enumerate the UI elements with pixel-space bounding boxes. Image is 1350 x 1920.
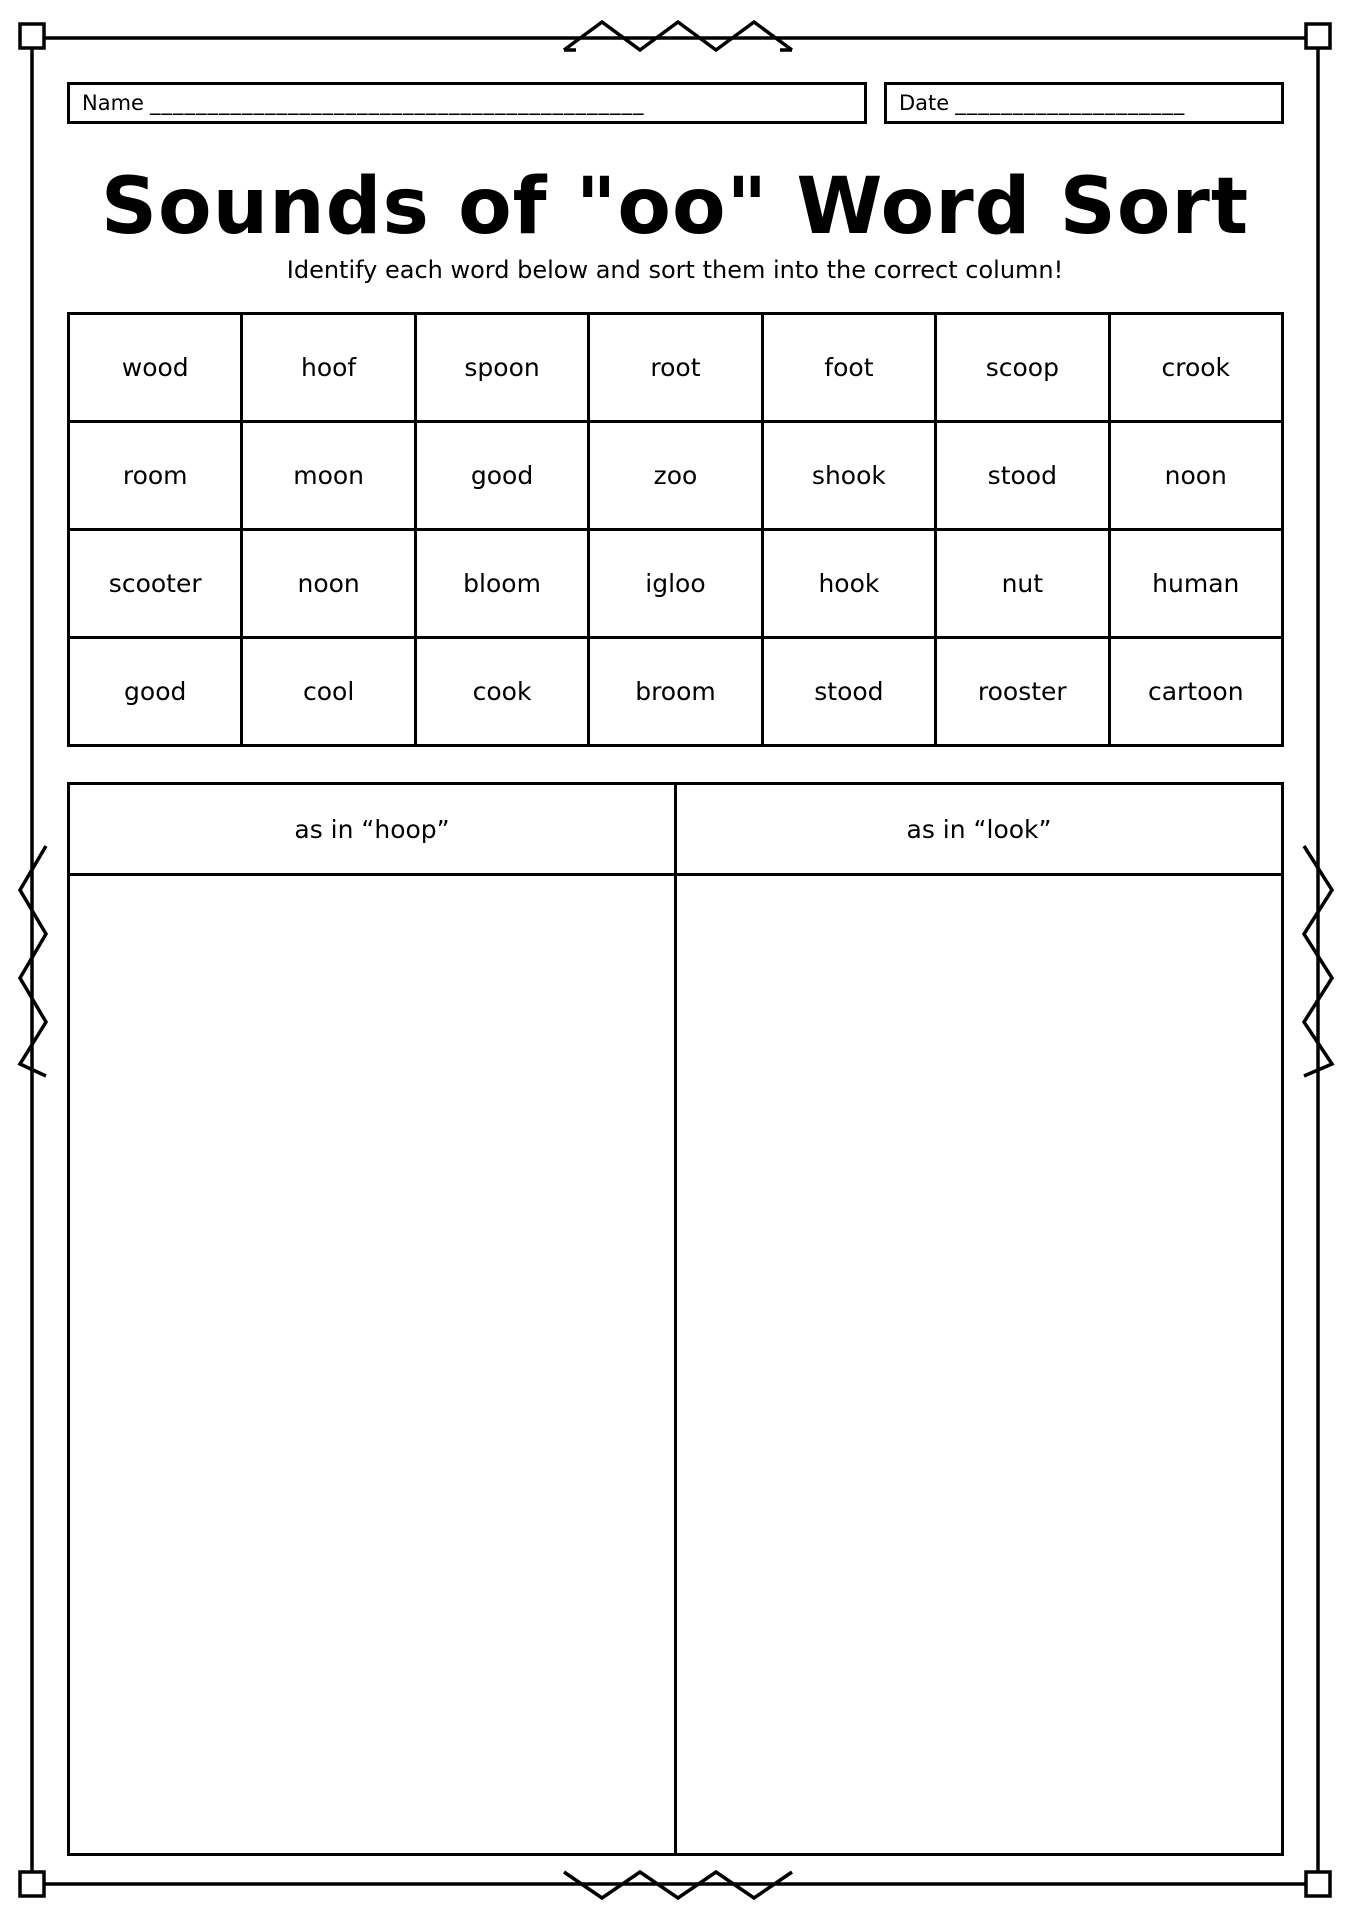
hoop-answer-area[interactable] — [69, 875, 676, 1855]
word-cell: good — [415, 422, 588, 530]
word-cell: foot — [762, 314, 935, 422]
sort-body-row — [69, 875, 1283, 1855]
word-cell: hoof — [242, 314, 415, 422]
word-cell: good — [69, 638, 242, 746]
word-row — [69, 530, 1283, 638]
sort-header-row — [69, 784, 1283, 875]
word-cell: stood — [762, 638, 935, 746]
date-blank-line[interactable]: ____________________ — [955, 91, 1186, 115]
date-label: Date — [899, 91, 950, 115]
word-cell: shook — [762, 422, 935, 530]
word-cell: room — [69, 422, 242, 530]
word-cell: wood — [69, 314, 242, 422]
word-cell: stood — [936, 422, 1109, 530]
page-title: Sounds of "oo" Word Sort — [100, 162, 1250, 252]
word-cell: crook — [1109, 314, 1282, 422]
date-field[interactable] — [884, 82, 1284, 124]
instructions: Identify each word below and sort them into the correct column! — [286, 256, 1064, 284]
word-cell: nut — [936, 530, 1109, 638]
word-bank-grid — [67, 312, 1284, 747]
column-header-look: as in “look” — [676, 784, 1283, 875]
name-blank-line[interactable]: ___________________________________________ — [149, 91, 645, 115]
column-header-hoop: as in “hoop” — [69, 784, 676, 875]
word-cell: cool — [242, 638, 415, 746]
word-row — [69, 638, 1283, 746]
word-cell: bloom — [415, 530, 588, 638]
word-cell: scooter — [69, 530, 242, 638]
word-cell: cook — [415, 638, 588, 746]
word-cell: human — [1109, 530, 1282, 638]
name-label: Name — [82, 91, 144, 115]
word-cell: hook — [762, 530, 935, 638]
word-cell: cartoon — [1109, 638, 1282, 746]
word-row — [69, 314, 1283, 422]
name-field[interactable] — [67, 82, 867, 124]
word-cell: noon — [242, 530, 415, 638]
word-cell: spoon — [415, 314, 588, 422]
word-cell: zoo — [589, 422, 762, 530]
word-row — [69, 422, 1283, 530]
word-cell: igloo — [589, 530, 762, 638]
word-cell: noon — [1109, 422, 1282, 530]
word-cell: rooster — [936, 638, 1109, 746]
look-answer-area[interactable] — [676, 875, 1283, 1855]
sort-table — [67, 782, 1284, 1856]
word-cell: root — [589, 314, 762, 422]
word-cell: scoop — [936, 314, 1109, 422]
word-cell: broom — [589, 638, 762, 746]
word-cell: moon — [242, 422, 415, 530]
